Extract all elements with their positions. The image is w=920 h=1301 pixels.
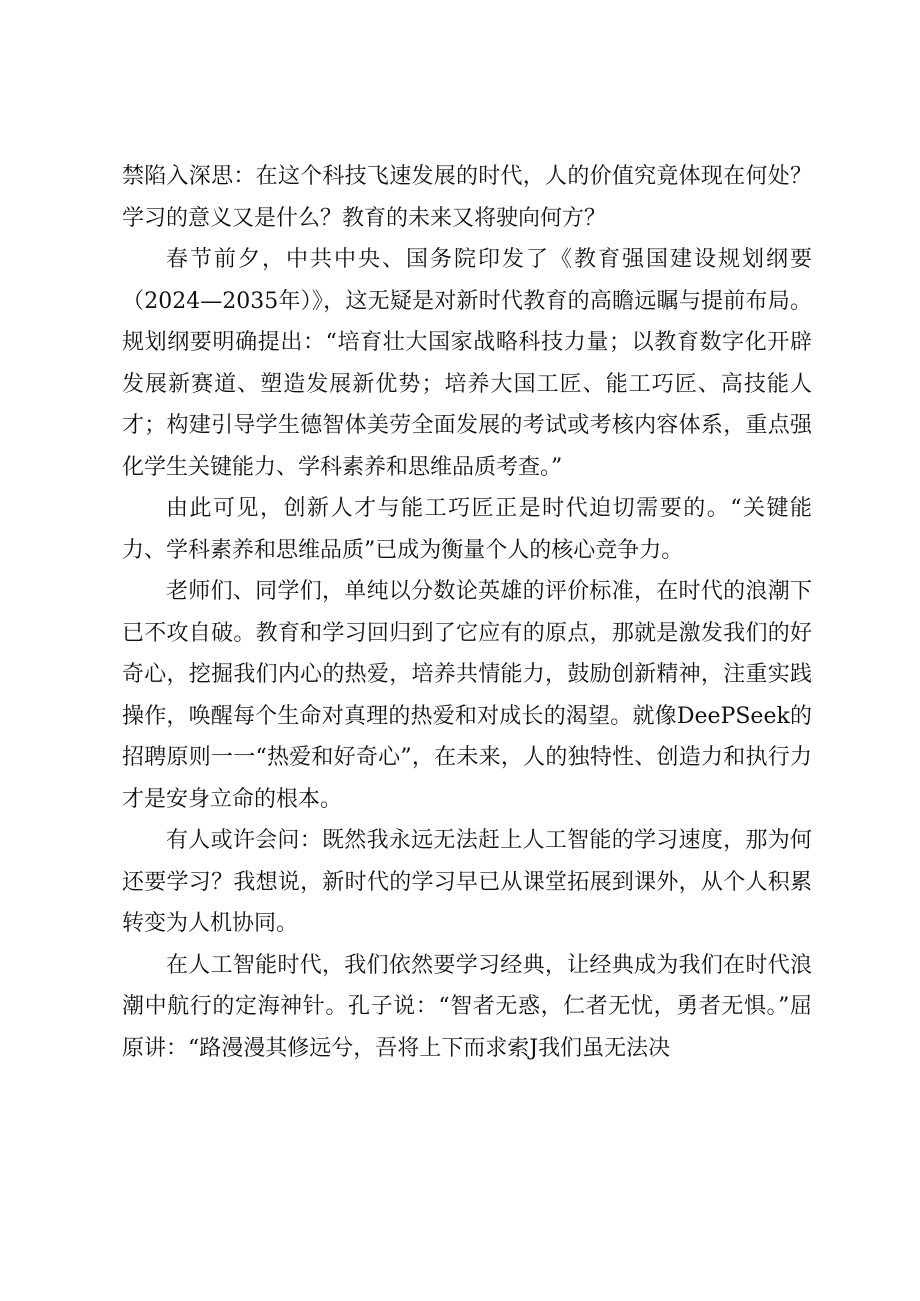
paragraph-3: 由此可见，创新人才与能工巧匠正是时代迫切需要的。“关键能力、学科素养和思维品质”已成为衡量个人的核心竞争力。 [122,496,812,563]
paragraph-4: 老师们、同学们，单纯以分数论英雄的评价标准，在时代的浪潮下已不攻自破。教育和学习回归到了它应有的原点，那就是激发我们的好奇心，挖掘我们内心的热爱，培养共情能力，鼓励创新精神，注重实践操作，唤醒每个生命对真理的热爱和对成长的渴望。就像DeePSeek的招聘原则一一“热爱和好奇心”，在未来，人的独特性、创造力和执行力才是安身立命的根本。 [122,579,812,812]
paragraph-1: 禁陷入深思：在这个科技飞速发展的时代，人的价值究竟体现在何处？学习的意义又是什么？教育的未来又将驶向何方？ [122,164,812,231]
paragraph-6: 在人工智能时代，我们依然要学习经典，让经典成为我们在时代浪潮中航行的定海神针。孔子说：“智者无惑，仁者无忧，勇者无惧。”屈原讲：“路漫漫其修远兮，吾将上下而求索J我们虽无法决 [122,952,812,1061]
paragraph-5: 有人或许会问：既然我永远无法赶上人工智能的学习速度，那为何还要学习？我想说，新时代的学习早已从课堂拓展到课外，从个人积累转变为人机协同。 [122,828,812,936]
paragraph-2: 春节前夕，中共中央、国务院印发了《教育强国建设规划纲要（2024—2035年）》，这无疑是对新时代教育的高瞻远瞩与提前布局。规划纲要明确提出：“培育壮大国家战略科技力量；以教育数字化开辟发展新赛道、塑造发展新优势；培养大国工匠、能工巧匠、高技能人才；构建引导学生德智体美劳全面发展的考试或考核内容体系，重点强化学生关键能力、学科素养和思维品质考查。” [122,247,812,480]
body-text [122,156,812,1069]
